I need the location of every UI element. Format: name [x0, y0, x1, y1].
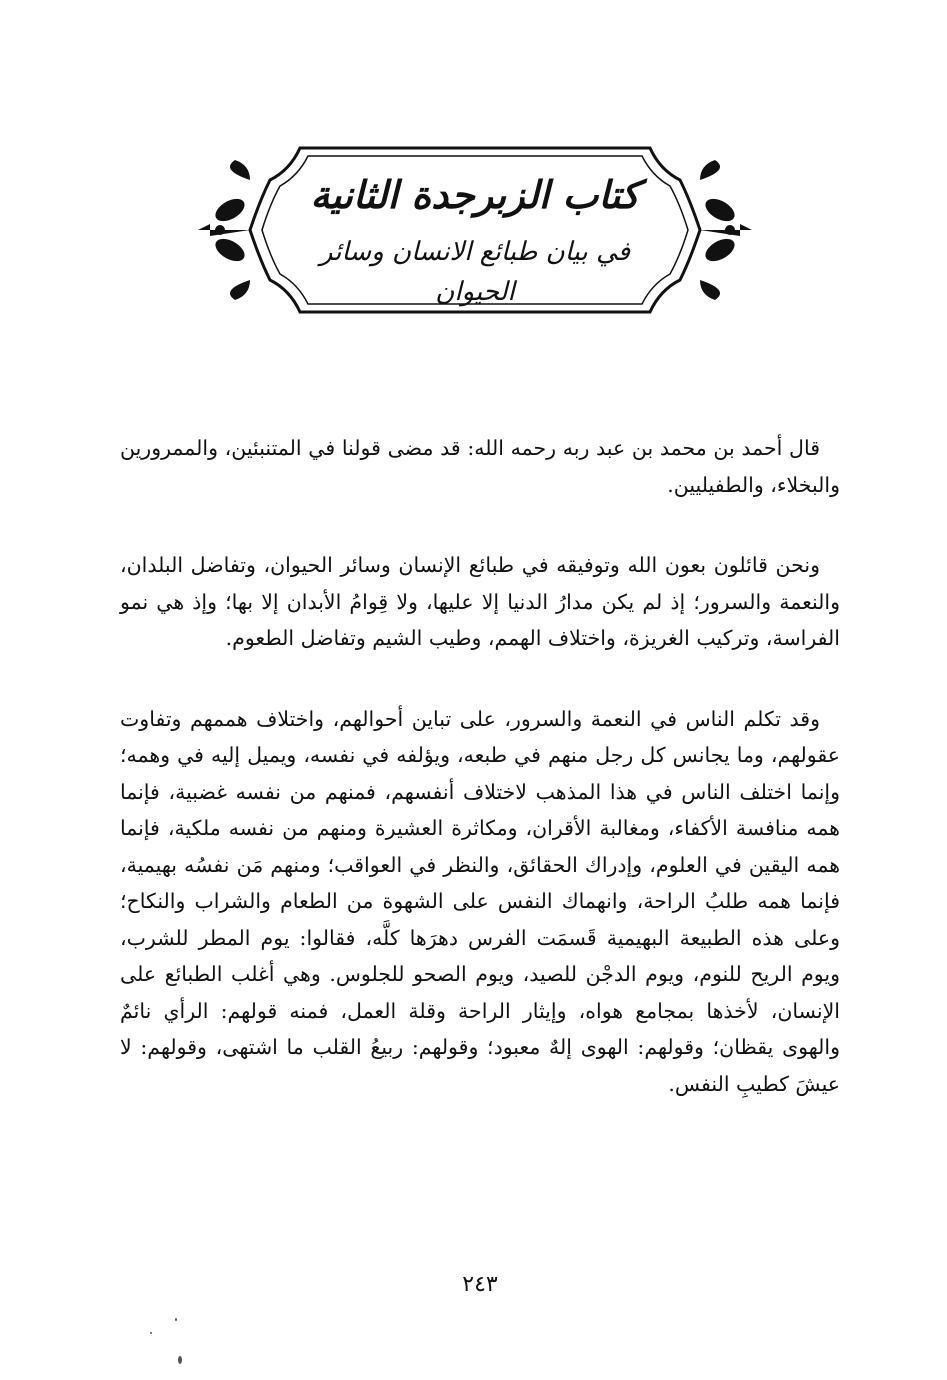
title-cartouche: [190, 140, 760, 320]
paragraph-3: وقد تكلم الناس في النعمة والسرور، على تباين أحوالهم، واختلاف هممهم وتفاوت عقولهم، وما يجانس كل رجل منهم في طبعه، ويؤلفه في نفسه، ويميل إليه في وهمه؛ وإنما اختلف الناس في هذا المذهب لاختلاف أنفسهم، فمنهم من نفسه غضبية، فإنما همه منافسة الأكفاء، ومغالبة الأقران، ومكاثرة العشيرة ومنهم من نفسه ملكية، فإنما همه اليقين في العلوم، وإدراك الحقائق، والنظر في العواقب؛ ومنهم مَن نفسُه بهيمية، فإنما همه طلبُ الراحة، وانهماك النفس على الشهوة من الطعام والشراب والنكاح؛ وعلى هذه الطبيعة البهيمية قَسمَت الفرس دهرَها كلَّه، فقالوا: يوم المطر للشرب، ويوم الريح للنوم، ويوم الدجْن للصيد، ويوم الصحو للجلوس. وهي أغلب الطبائع على الإنسان، لأخذها بمجامع هواه، وإيثار الراحة وقلة العمل، فمنه قولهم: الرأي نائمٌ والهوى يقظان؛ وقولهم: الهوى إلهٌ معبود؛ وقولهم: ربيعُ القلب ما اشتهى، وقولهم: لا عيشَ كطيبِ النفس.: [120, 706, 840, 1096]
book-subtitle: في بيان طبائع الانسان وسائر الحيوان: [319, 237, 631, 307]
scan-speck: [175, 1318, 177, 1321]
paragraph-2: ونحن قائلون بعون الله وتوفيقه في طبائع الإنسان وسائر الحيوان، وتفاضل البلدان، والنعمة والسرور؛ إذ لم يكن مدارُ الدنيا إلا عليها، ولا قِوامُ الأبدان إلا بها؛ وإذ هي نمو الفراسة، وتركيب الغريزة، واختلاف الهمم، وطيب الشيم وتفاضل الطعوم.: [120, 553, 840, 650]
scan-speck: [178, 1356, 182, 1364]
scan-speck: [150, 1332, 152, 1334]
page-number: ٢٤٣: [462, 1272, 498, 1297]
book-title: كتاب الزبرجدة الثانية: [310, 173, 640, 217]
body-text: [120, 430, 840, 1102]
paragraph-1: قال أحمد بن محمد بن عبد ربه رحمه الله: قد مضى قولنا في المتنبئين، والممرورين والبخلاء، والطفيليين.: [120, 436, 840, 497]
